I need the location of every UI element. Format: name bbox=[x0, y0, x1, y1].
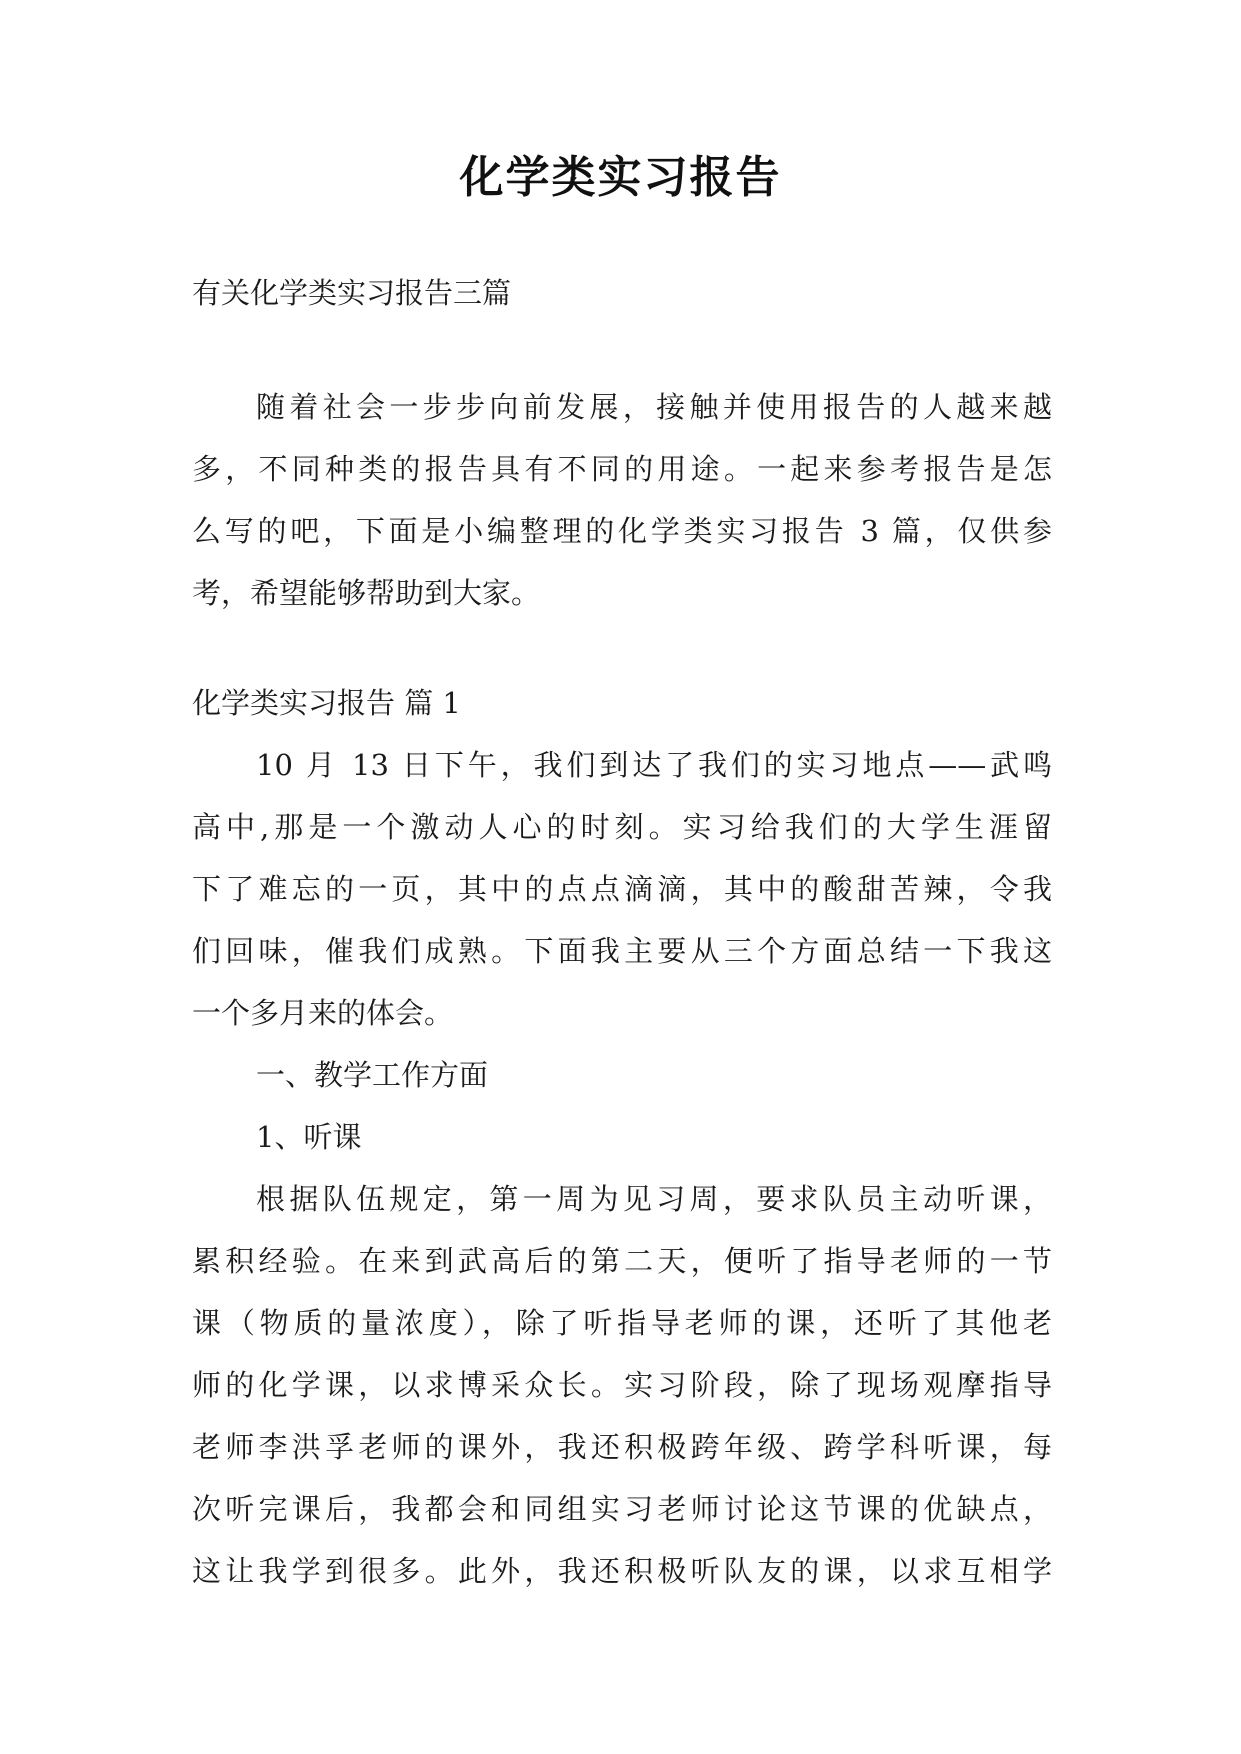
intro-line: 随着社会一步步向前发展，接触并使用报告的人越来越 bbox=[256, 390, 1052, 424]
paragraph-line: 累积经验。在来到武高后的第二天，便听了指导老师的一节 bbox=[192, 1244, 1052, 1278]
paragraph-line: 们回味，催我们成熟。下面我主要从三个方面总结一下我这 bbox=[192, 934, 1052, 968]
paragraph-line: 一个多月来的体会。 bbox=[192, 996, 454, 1030]
intro-line: 么写的吧，下面是小编整理的化学类实习报告 3 篇，仅供参 bbox=[192, 514, 1052, 548]
intro-line: 多，不同种类的报告具有不同的用途。一起来参考报告是怎 bbox=[192, 452, 1052, 486]
paragraph-line: 老师李洪孚老师的课外，我还积极跨年级、跨学科听课，每 bbox=[192, 1430, 1052, 1464]
paragraph-line: 下了难忘的一页，其中的点点滴滴，其中的酸甜苦辣，令我 bbox=[192, 872, 1052, 906]
subtitle: 有关化学类实习报告三篇 bbox=[192, 276, 512, 310]
paragraph-line: 课（物质的量浓度），除了听指导老师的课，还听了其他老 bbox=[192, 1306, 1052, 1340]
document-title: 化学类实习报告 bbox=[459, 152, 782, 203]
paragraph-arrival bbox=[192, 734, 1052, 1044]
paragraph-line: 师的化学课，以求博采众长。实习阶段，除了现场观摩指导 bbox=[192, 1368, 1052, 1402]
paragraph-line: 高中,那是一个激动人心的时刻。实习给我们的大学生涯留 bbox=[192, 810, 1052, 844]
document-body bbox=[192, 262, 1052, 1602]
intro-line: 考，希望能够帮助到大家。 bbox=[192, 576, 541, 610]
section-heading: 化学类实习报告 篇 1 bbox=[192, 686, 461, 720]
paragraph-line: 次听完课后，我都会和同组实习老师讨论这节课的优缺点， bbox=[192, 1492, 1052, 1526]
paragraph-line: 10 月 13 日下午，我们到达了我们的实习地点——武鸣 bbox=[256, 748, 1052, 782]
heading-teaching: 一、教学工作方面 bbox=[256, 1058, 489, 1092]
intro-paragraph bbox=[192, 376, 1052, 624]
paragraph-listening bbox=[192, 1168, 1052, 1602]
heading-listening: 1、听课 bbox=[256, 1120, 362, 1154]
paragraph-line: 根据队伍规定，第一周为见习周，要求队员主动听课， bbox=[256, 1182, 1052, 1216]
paragraph-line: 这让我学到很多。此外，我还积极听队友的课，以求互相学 bbox=[192, 1554, 1052, 1588]
